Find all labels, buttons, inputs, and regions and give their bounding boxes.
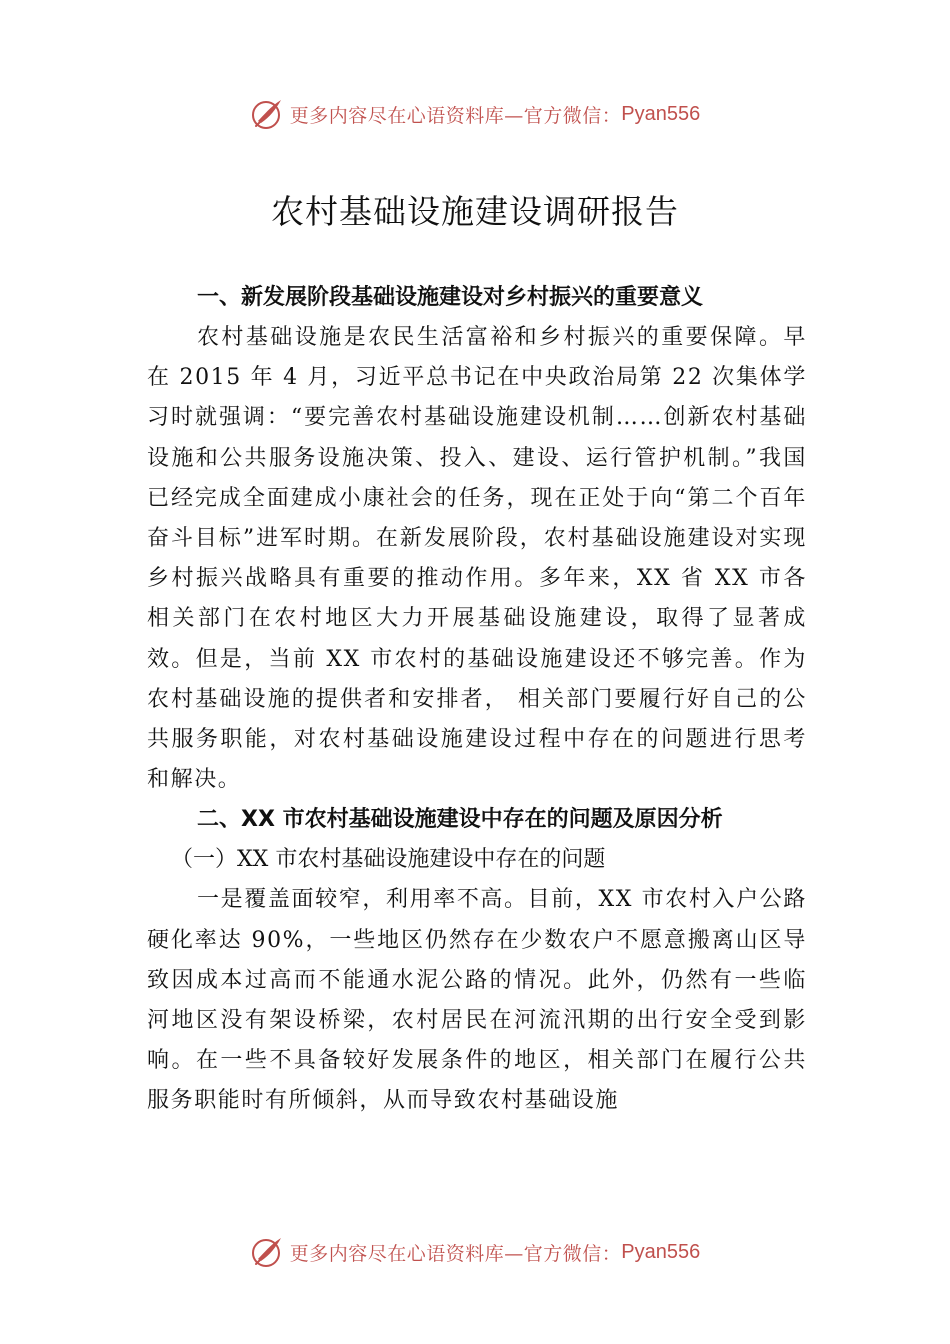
document-title: 农村基础设施建设调研报告 [271,192,679,231]
section-1-heading: 一、新发展阶段基础设施建设对乡村振兴的重要意义 [197,285,704,310]
document-body [147,278,807,1122]
section-2-heading: 二、XX 市农村基础设施建设中存在的问题及原因分析 [197,807,723,833]
section-2-paragraph: 一是覆盖面较窄，利用率不高。目前，XX 市农村入户公路硬化率达 90%，一些地区仍然存在少数农户不愿意搬离山区导致因成本过高而不能通水泥公路的情况。此外，仍然有一些临河地区没有架设桥梁，农村居民在河流汛期的出行安全受到影响。在一些不具备较好发展条件的地区，相关部门在履行公共服务职能时有所倾斜，从而导致农村基础设施 [147,887,807,1114]
wechat-id: Pyan556 [621,102,701,125]
footer-banner [0,1232,950,1272]
feather-quill-icon [250,97,284,131]
banner-text: 更多内容尽在心语资料库—官方微信： [289,104,622,127]
banner-text: 更多内容尽在心语资料库—官方微信： [289,1242,622,1265]
header-banner [0,94,950,134]
wechat-id: Pyan556 [621,1240,701,1263]
section-2-subheading: （一）XX 市农村基础设施建设中存在的问题 [171,847,606,873]
feather-quill-icon [250,1235,284,1269]
section-1-paragraph: 农村基础设施是农民生活富裕和乡村振兴的重要保障。早在 2015 年 4 月，习近平总书记在中央政治局第 22 次集体学习时就强调：“要完善农村基础设施建设机制……创新农村基础设施和公共服务设施决策、投入、建设、运行管护机制。”我国已经完成全面建成小康社会的任务，现在正处于向“第二个百年奋斗目标”进军时期。在新发展阶段，农村基础设施建设对实现乡村振兴战略具有重要的推动作用。多年来，XX 省 XX 市各相关部门在农村地区大力开展基础设施建设，取得了显著成效。但是，当前 XX 市农村的基础设施建设还不够完善。作为农村基础设施的提供者和安排者， 相关部门要履行好自己的公共服务职能，对农村基础设施建设过程中存在的问题进行思考和解决。 [147,325,807,793]
